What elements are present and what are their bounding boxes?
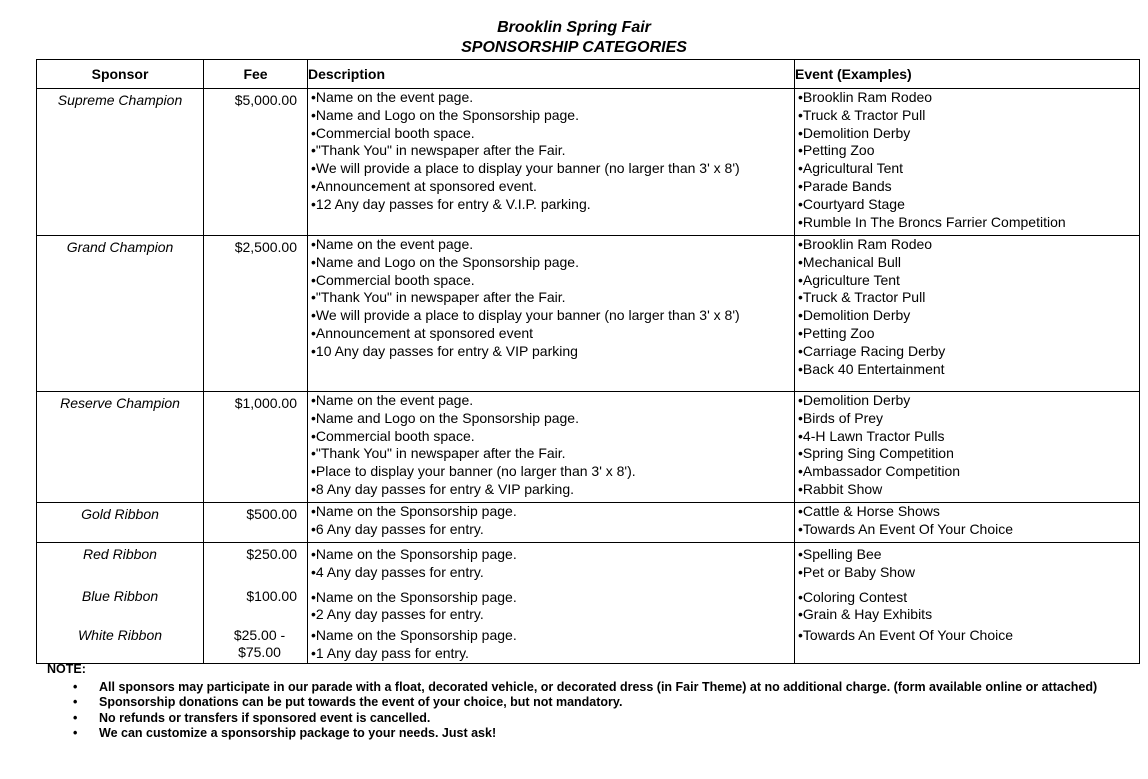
event-list [795, 392, 1139, 499]
sponsor-fee: $5,000.00 [234, 92, 297, 108]
list-item: • Demolition Derby [798, 125, 1139, 143]
page-title: Brooklin Spring Fair [497, 19, 651, 36]
description-list [308, 503, 794, 539]
list-item: • Announcement at sponsored event. [311, 178, 794, 196]
event-list [795, 503, 1139, 539]
table-row [37, 503, 1140, 543]
list-item: • Spelling Bee [798, 546, 1135, 564]
list-item: • 12 Any day passes for entry & V.I.P. parking. [311, 196, 794, 214]
list-item: • Brooklin Ram Rodeo [798, 236, 1139, 254]
list-item: • Demolition Derby [798, 392, 1139, 410]
list-item: • Name and Logo on the Sponsorship page. [311, 254, 794, 272]
list-item: • 2 Any day passes for entry. [311, 606, 790, 624]
list-item: • Grain & Hay Exhibits [798, 606, 1135, 624]
list-item: • All sponsors may participate in our parade with a float, decorated vehicle, or decorated dress (in Fair Theme) at no additional charge. (form available online or attached) [99, 680, 1137, 696]
description-list [308, 627, 790, 663]
list-item: • Petting Zoo [798, 142, 1139, 160]
list-item: • Name on the event page. [311, 89, 794, 107]
list-item: • Ambassador Competition [798, 463, 1139, 481]
list-item: • Agricultural Tent [798, 160, 1139, 178]
list-item: • Commercial booth space. [311, 272, 794, 290]
description-list [308, 236, 794, 361]
list-item: • Mechanical Bull [798, 254, 1139, 272]
list-item: • Commercial booth space. [311, 125, 794, 143]
list-item: • 4 Any day passes for entry. [311, 564, 790, 582]
list-item: • Coloring Contest [798, 589, 1135, 607]
list-item: • We will provide a place to display your banner (no larger than 3' x 8') [311, 160, 794, 178]
page-subtitle: SPONSORSHIP CATEGORIES [461, 39, 687, 56]
list-item: • Spring Sing Competition [798, 445, 1139, 463]
list-item: • Name on the Sponsorship page. [311, 546, 790, 564]
list-item: • Name and Logo on the Sponsorship page. [311, 410, 794, 428]
event-list [795, 236, 1139, 378]
column-header-description: Description [308, 60, 795, 89]
sponsorship-table [36, 59, 1140, 664]
description-list [308, 89, 794, 214]
list-item: • Commercial booth space. [311, 428, 794, 446]
list-item: • Truck & Tractor Pull [798, 289, 1139, 307]
notes-label: NOTE: [47, 662, 86, 676]
list-item: • Rumble In The Broncs Farrier Competition [798, 214, 1139, 232]
list-item: • Announcement at sponsored event [311, 325, 794, 343]
list-item: • We will provide a place to display your banner (no larger than 3' x 8') [311, 307, 794, 325]
list-item: • Name and Logo on the Sponsorship page. [311, 107, 794, 125]
list-item: • Courtyard Stage [798, 196, 1139, 214]
sponsor-fee: $25.00 - [233, 626, 286, 643]
sponsor-fee: $1,000.00 [234, 395, 297, 411]
sponsor-fee: $500.00 [246, 506, 297, 522]
sponsor-name: White Ribbon [77, 626, 163, 643]
list-item: • 10 Any day passes for entry & VIP parking [311, 343, 794, 361]
notes-section [47, 662, 1137, 742]
column-header-sponsor: Sponsor [37, 60, 204, 89]
list-item: • Brooklin Ram Rodeo [798, 89, 1139, 107]
description-list [308, 589, 790, 625]
sponsor-name: Red Ribbon [83, 546, 157, 562]
table-row [37, 89, 1140, 236]
list-item: • 6 Any day passes for entry. [311, 521, 794, 539]
notes-list [47, 680, 1137, 742]
sponsor-name: Reserve Champion [60, 395, 180, 411]
list-item: • Rabbit Show [798, 481, 1139, 499]
list-item: • Agriculture Tent [798, 272, 1139, 290]
list-item: • 4-H Lawn Tractor Pulls [798, 428, 1139, 446]
list-item: • "Thank You" in newspaper after the Fair. [311, 445, 794, 463]
sponsor-fee: $100.00 [246, 587, 297, 604]
list-item: • Birds of Prey [798, 410, 1139, 428]
list-item: • 1 Any day pass for entry. [311, 645, 790, 663]
list-item: • Carriage Racing Derby [798, 343, 1139, 361]
list-item: • 8 Any day passes for entry & VIP parking. [311, 481, 794, 499]
event-list [795, 546, 1135, 582]
list-item: • Name on the Sponsorship page. [311, 627, 790, 645]
sponsor-name: Gold Ribbon [81, 506, 159, 522]
event-list [795, 627, 1135, 645]
event-list [795, 589, 1135, 625]
sponsor-fee: $75.00 [238, 644, 281, 661]
table-header-row [37, 60, 1140, 89]
list-item: • Towards An Event Of Your Choice [798, 521, 1139, 539]
description-list [308, 546, 790, 582]
list-item: • Truck & Tractor Pull [798, 107, 1139, 125]
list-item: • Towards An Event Of Your Choice [798, 627, 1135, 645]
list-item: • Cattle & Horse Shows [798, 503, 1139, 521]
table-row [37, 236, 1140, 392]
sponsor-name: Supreme Champion [57, 92, 183, 108]
list-item: • Back 40 Entertainment [798, 361, 1139, 379]
table-row [37, 543, 1140, 664]
list-item: • No refunds or transfers if sponsored event is cancelled. [99, 711, 1137, 727]
list-item: • Pet or Baby Show [798, 564, 1135, 582]
list-item: • Sponsorship donations can be put towards the event of your choice, but not mandatory. [99, 695, 1137, 711]
list-item: • "Thank You" in newspaper after the Fair. [311, 289, 794, 307]
column-header-events: Event (Examples) [795, 60, 1140, 89]
description-list [308, 392, 794, 499]
list-item: • Name on the event page. [311, 392, 794, 410]
list-item: • Place to display your banner (no larger than 3' x 8'). [311, 463, 794, 481]
list-item: • Name on the event page. [311, 236, 794, 254]
sponsor-name: Blue Ribbon [81, 587, 159, 604]
sponsor-fee: $2,500.00 [234, 239, 297, 255]
list-item: • We can customize a sponsorship package to your needs. Just ask! [99, 726, 1137, 742]
table-row [37, 392, 1140, 503]
list-item: • Name on the Sponsorship page. [311, 589, 790, 607]
column-header-fee: Fee [204, 60, 308, 89]
list-item: • "Thank You" in newspaper after the Fair. [311, 142, 794, 160]
sponsor-name: Grand Champion [66, 239, 174, 255]
list-item: • Name on the Sponsorship page. [311, 503, 794, 521]
list-item: • Parade Bands [798, 178, 1139, 196]
list-item: • Demolition Derby [798, 307, 1139, 325]
sponsor-fee: $250.00 [246, 546, 297, 562]
event-list [795, 89, 1139, 231]
list-item: • Petting Zoo [798, 325, 1139, 343]
